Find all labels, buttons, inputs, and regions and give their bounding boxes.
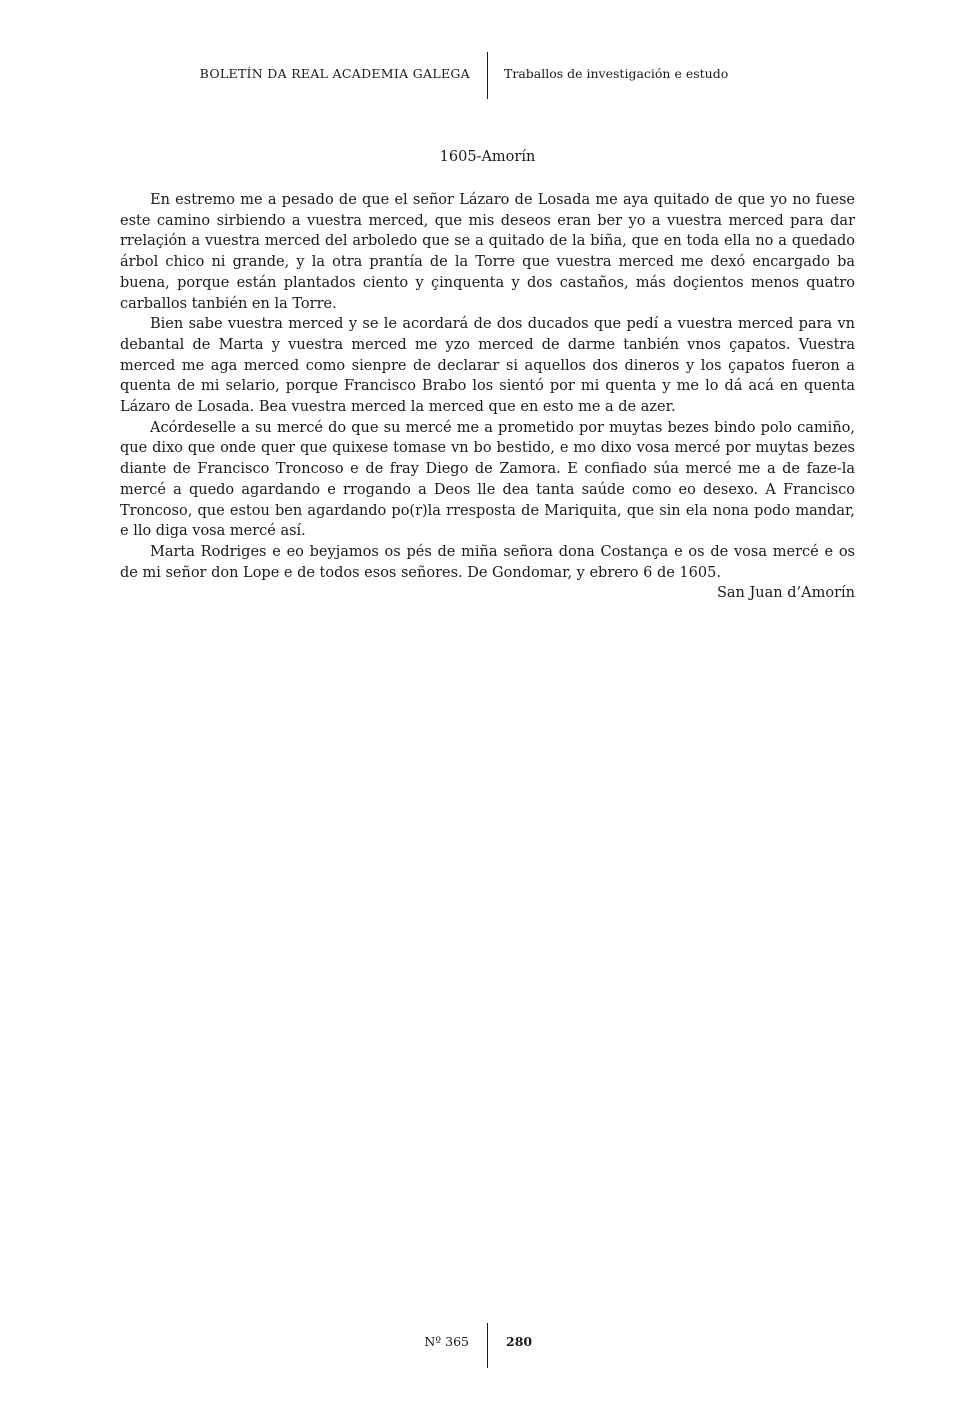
section-title: Traballos de investigación e estudo (504, 66, 729, 81)
issue-number: Nº 365 (424, 1334, 469, 1349)
paragraph: En estremo me a pesado de que el señor Lázaro de Losada me aya quitado de que yo no fuese este camino sirbiendo a vuestra merced, que mis deseos eran ber yo a vuestra merced para dar rrelaçión a vuestra merced del arboledo que se a quitado de la biña, que en toda ella no a quedado árbol chico ni grande, y la otra prantía de la Torre que vuestra merced me dexó encargado ba buena, porque están plantados ciento y çinquenta y dos castaños, más doçientos menos quatro carballos tanbién en la Torre. (120, 192, 855, 312)
header-divider (487, 52, 488, 99)
signature: San Juan d’Amorín (716, 585, 855, 602)
paragraph: Acórdeselle a su mercé do que su mercé me a prometido por muytas bezes bindo polo camiño, que dixo que onde quer que quixese tomase vn bo bestido, e mo dixo vosa mercé por muytas bezes diante de Francisco Troncoso e de fray Diego de Zamora. E confiado súa mercé me a de faze-la mercé a quedo agardando e rrogando a Deos lle dea tanta saúde como eo desexo. A Francisco Troncoso, que estou ben agardando po(r)la rresposta de Mariquita, que sin ela nona podo mandar, e llo diga vosa mercé así. (120, 419, 855, 540)
document-title: 1605-Amorín (439, 149, 536, 165)
paragraph: Bien sabe vuestra merced y se le acordará de dos ducados que pedí a vuestra merced para vn debantal de Marta y vuestra merced me yzo merced de darme tanbién vnos çapatos. Vuestra merced me aga merced como sienpre de declarar si aquellos dos dineros y los çapatos fueron a quenta de mi selario, porque Francisco Brabo los sientó por mi quenta y me lo dá acá en quenta Lázaro de Losada. Bea vuestra merced la merced que en esto me a de azer. (120, 316, 855, 416)
page-number: 280 (506, 1334, 533, 1349)
paragraph: Marta Rodriges e eo beyjamos os pés de miña señora dona Costança e os de vosa mercé e os de mi señor don Lope e de todos esos señores. De Gondomar, y ebrero 6 de 1605. (120, 543, 855, 581)
footer-divider (487, 1323, 488, 1368)
letter-body (120, 190, 855, 604)
journal-title: BOLETÍN DA REAL ACADEMIA GALEGA (199, 66, 470, 81)
